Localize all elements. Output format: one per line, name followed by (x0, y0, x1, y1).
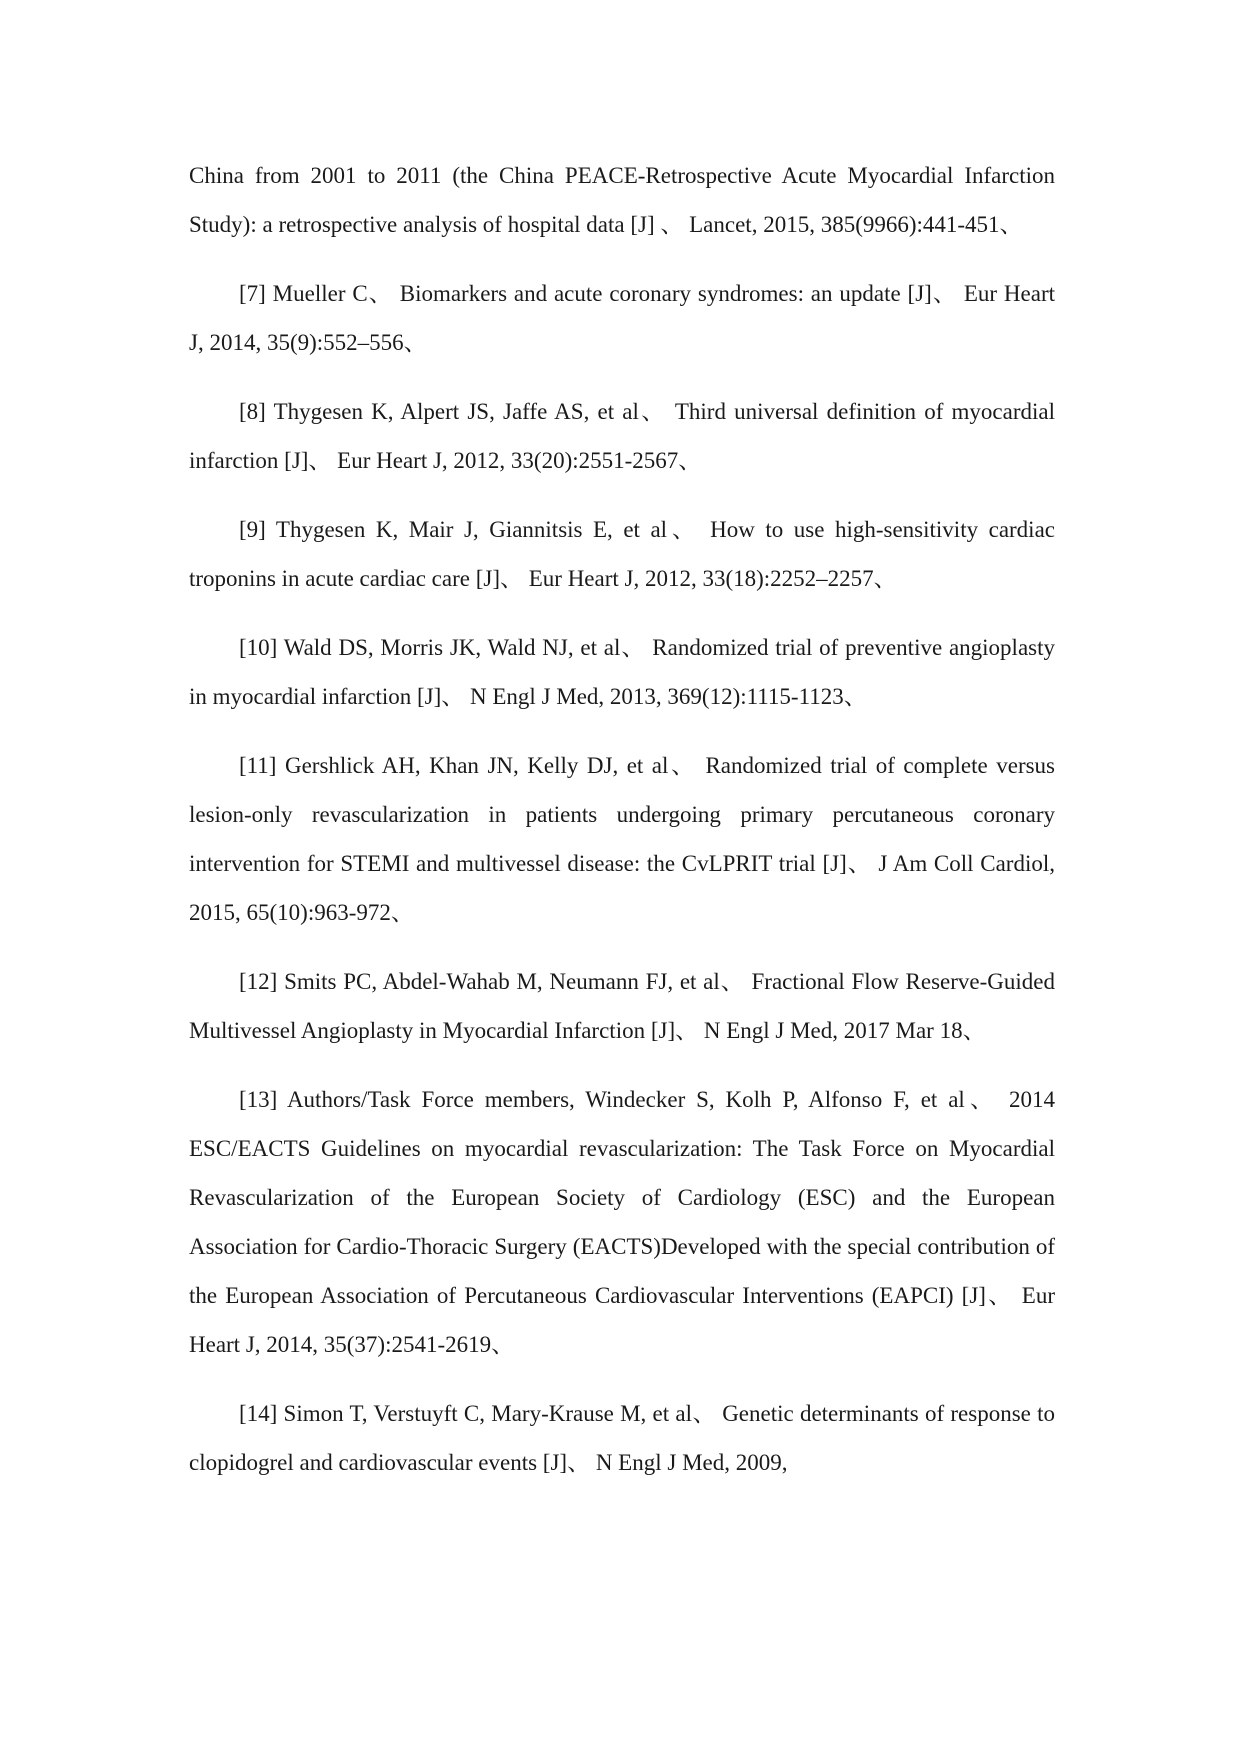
reference-item-11: [11] Gershlick AH, Khan JN, Kelly DJ, et al、 Randomized trial of complete versus lesion-only revascularization in patients undergoing primary percutaneous coronary intervention for STEMI and multivessel disease: the CvLPRIT trial [J]、 J Am Coll Cardiol, 2015, 65(10):963-972、 (189, 753, 1055, 925)
reference-item-10: [10] Wald DS, Morris JK, Wald NJ, et al、 Randomized trial of preventive angioplasty in myocardial infarction [J]、 N Engl J Med, 2013, 369(12):1115-1123、 (189, 635, 1055, 709)
reference-item-12: [12] Smits PC, Abdel-Wahab M, Neumann FJ, et al、 Fractional Flow Reserve-Guided Multivessel Angioplasty in Myocardial Infarction [J]、 N Engl J Med, 2017 Mar 18、 (189, 969, 1055, 1043)
reference-item-14: [14] Simon T, Verstuyft C, Mary-Krause M, et al、 Genetic determinants of response to clopidogrel and cardiovascular events [J]、 N Engl J Med, 2009, (189, 1401, 1055, 1475)
reference-item-6-continued: China from 2001 to 2011 (the China PEACE-Retrospective Acute Myocardial Infarction Study): a retrospective analysis of hospital data [J] 、 Lancet, 2015, 385(9966):441-451、 (189, 163, 1055, 237)
reference-item-13: [13] Authors/Task Force members, Windecker S, Kolh P, Alfonso F, et al、 2014 ESC/EACTS Guidelines on myocardial revascularization: The Task Force on Myocardial Revascularization of the European Society of Cardiology (ESC) and the European Association for Cardio-Thoracic Surgery (EACTS)Developed with the special contribution of the European Association of Percutaneous Cardiovascular Interventions (EAPCI) [J]、 Eur Heart J, 2014, 35(37):2541-2619、 (189, 1087, 1055, 1357)
reference-item-7: [7] Mueller C、 Biomarkers and acute coronary syndromes: an update [J]、 Eur Heart J, 2014, 35(9):552–556、 (189, 281, 1055, 355)
reference-item-9: [9] Thygesen K, Mair J, Giannitsis E, et al、 How to use high-sensitivity cardiac troponins in acute cardiac care [J]、 Eur Heart J, 2012, 33(18):2252–2257、 (189, 517, 1055, 591)
reference-item-8: [8] Thygesen K, Alpert JS, Jaffe AS, et al、 Third universal definition of myocardial infarction [J]、 Eur Heart J, 2012, 33(20):2551-2567、 (189, 399, 1055, 473)
reference-list (189, 151, 1055, 1507)
